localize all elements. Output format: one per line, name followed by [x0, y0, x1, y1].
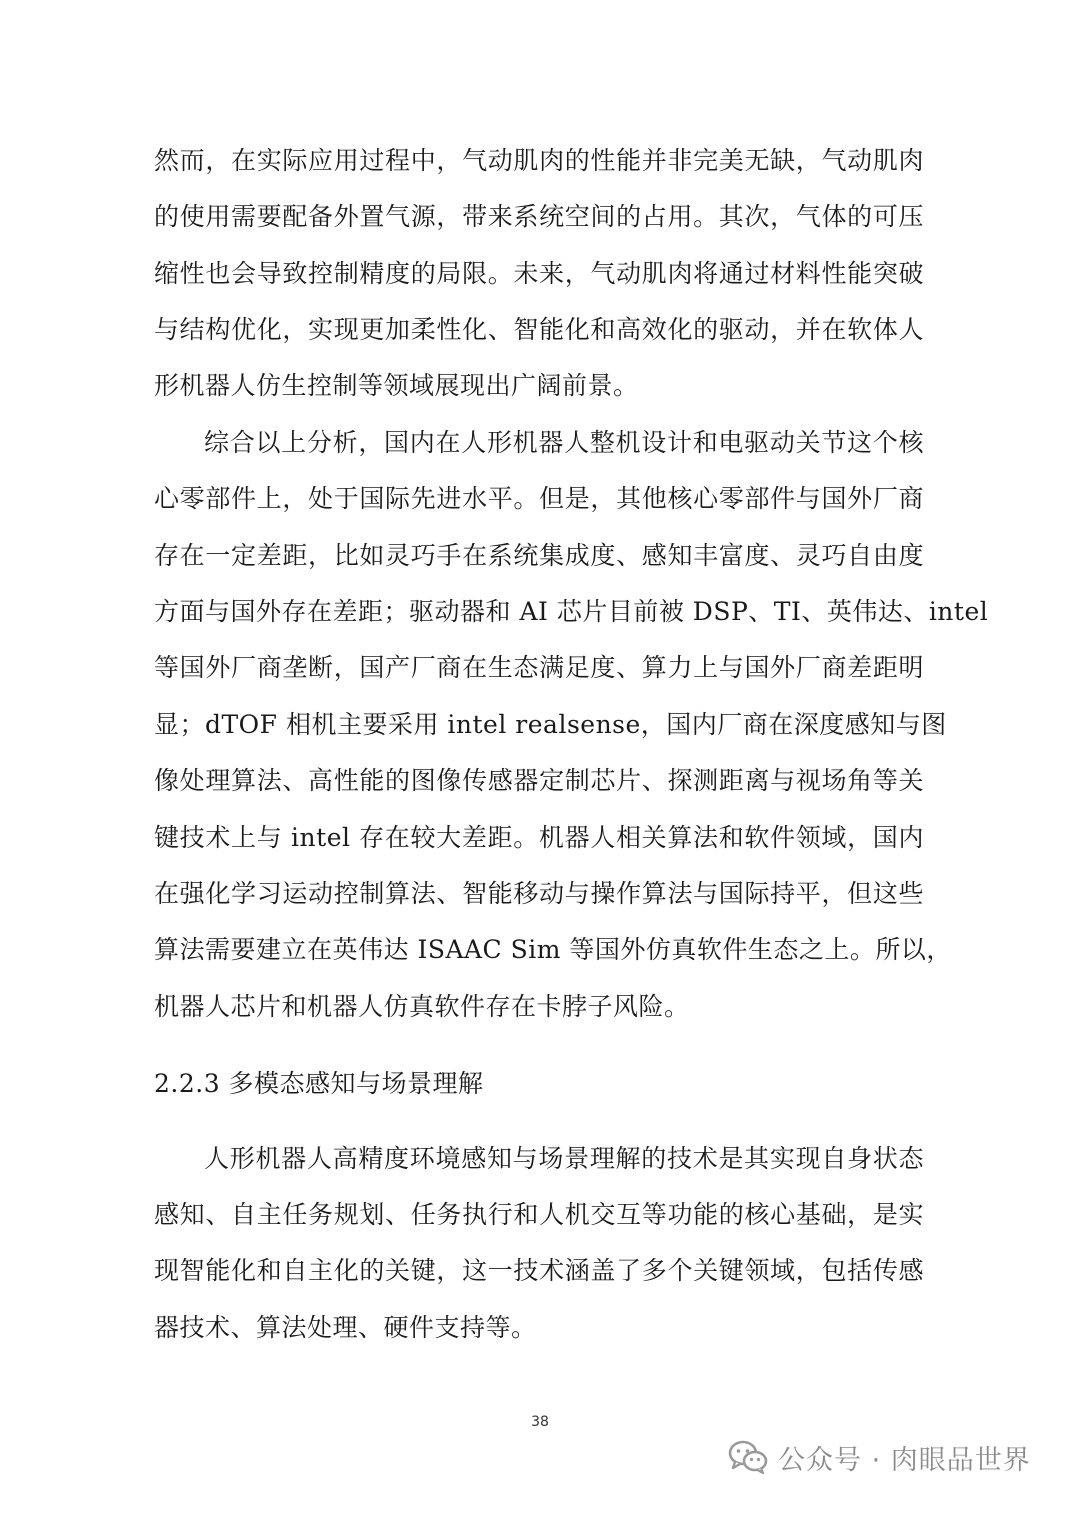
paragraph-3-line-2: 感知、自主任务规划、任务执行和人机交互等功能的核心基础，是实 [154, 1200, 924, 1229]
section-heading: 2.2.3 多模态感知与场景理解 [154, 1069, 484, 1098]
paragraph-1-line-5: 形机器人仿生控制等领域展现出广阔前景。 [154, 371, 639, 400]
paragraph-1-line-4: 与结构优化，实现更加柔性化、智能化和高效化的驱动，并在软体人 [154, 315, 924, 344]
watermark-text: 公众号 · 肉眼品世界 [778, 1444, 1031, 1476]
watermark [728, 1433, 1031, 1481]
paragraph-1-line-1: 然而，在实际应用过程中，气动肌肉的性能并非完美无缺，气动肌肉 [154, 146, 924, 175]
paragraph-2-line-3: 存在一定差距，比如灵巧手在系统集成度、感知丰富度、灵巧自由度 [154, 541, 924, 570]
paragraph-2-line-8: 键技术上与 intel 存在较大差距。机器人相关算法和软件领域，国内 [154, 823, 924, 852]
paragraph-1-line-2: 的使用需要配备外置气源，带来系统空间的占用。其次，气体的可压 [154, 202, 924, 231]
paragraph-3-line-1: 人形机器人高精度环境感知与场景理解的技术是其实现自身状态 [204, 1144, 924, 1173]
paragraph-2-line-6: 显；dTOF 相机主要采用 intel realsense，国内厂商在深度感知与图 [154, 710, 947, 739]
paragraph-2-line-11: 机器人芯片和机器人仿真软件存在卡脖子风险。 [154, 992, 690, 1021]
paragraph-3-line-4: 器技术、算法处理、硬件支持等。 [154, 1313, 537, 1342]
page-number: 38 [531, 1414, 549, 1430]
paragraph-2-line-7: 像处理算法、高性能的图像传感器定制芯片、探测距离与视场角等关 [154, 766, 924, 795]
paragraph-1-line-3: 缩性也会导致控制精度的局限。未来，气动肌肉将通过材料性能突破 [154, 259, 924, 288]
paragraph-2-line-1: 综合以上分析，国内在人形机器人整机设计和电驱动关节这个核 [204, 428, 924, 457]
wechat-icon [728, 1439, 768, 1475]
paragraph-2-line-2: 心零部件上，处于国际先进水平。但是，其他核心零部件与国外厂商 [154, 484, 924, 513]
paragraph-3-line-3: 现智能化和自主化的关键，这一技术涵盖了多个关键领域，包括传感 [154, 1256, 924, 1285]
paragraph-2-line-5: 等国外厂商垄断，国产厂商在生态满足度、算力上与国外厂商差距明 [154, 653, 924, 682]
paragraph-2-line-4: 方面与国外存在差距；驱动器和 AI 芯片目前被 DSP、TI、英伟达、intel [154, 597, 989, 626]
paragraph-2-line-10: 算法需要建立在英伟达 ISAAC Sim 等国外仿真软件生态之上。所以， [154, 935, 952, 964]
paragraph-2-line-9: 在强化学习运动控制算法、智能移动与操作算法与国际持平，但这些 [154, 879, 924, 908]
